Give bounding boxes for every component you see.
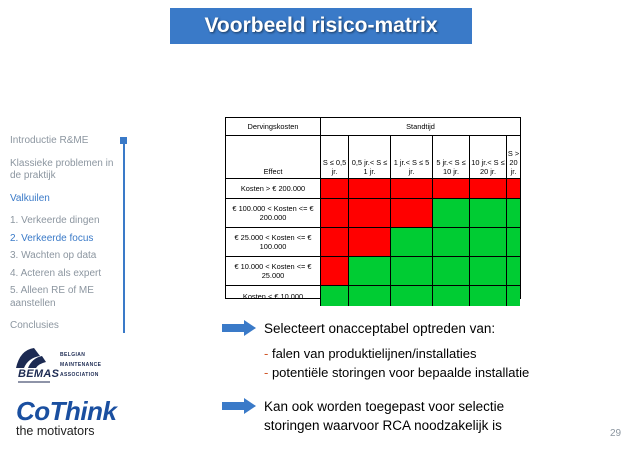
point-selectie-line2: storingen waarvoor RCA noodzakelijk is — [264, 418, 502, 433]
point-selectie-line1: Kan ook worden toegepast voor selectie — [264, 399, 505, 414]
matrix-cell-green — [433, 257, 470, 286]
sidebar-item-verkeerde-dingen[interactable]: 1. Verkeerde dingen — [10, 215, 100, 226]
matrix-cell-red — [321, 228, 349, 257]
matrix-column-header: 0,5 jr.< S ≤ 1 jr. — [349, 136, 391, 179]
matrix-row-label: € 25.000 < Kosten <= € 100.000 — [226, 228, 321, 257]
matrix-cell-red — [349, 199, 391, 228]
matrix-header-standtijd: Standtijd — [321, 118, 520, 136]
matrix-cell-green — [470, 228, 507, 257]
matrix-row-label: Kosten > € 200.000 — [226, 179, 321, 199]
matrix-cell-red — [321, 179, 349, 199]
matrix-cell-green — [470, 199, 507, 228]
sidebar-item-introductie[interactable]: Introductie R&ME — [10, 135, 89, 146]
matrix-cell-green — [433, 228, 470, 257]
matrix-cell-red — [433, 179, 470, 199]
matrix-cell-green — [391, 228, 433, 257]
matrix-row-label: € 100.000 < Kosten <= € 200.000 — [226, 199, 321, 228]
matrix-column-header: S ≤ 0,5 jr. — [321, 136, 349, 179]
matrix-cell-red — [470, 179, 507, 199]
matrix-column-header: 5 jr.< S ≤ 10 jr. — [433, 136, 470, 179]
matrix-cell-green — [470, 286, 507, 306]
sidebar-item-valkuilen[interactable]: Valkuilen — [10, 192, 50, 204]
cothink-wordmark: CoThink — [16, 396, 117, 426]
matrix-cell-green — [470, 257, 507, 286]
matrix-cell-green — [507, 228, 520, 257]
matrix-row-label: Kosten < € 10.000 — [226, 286, 321, 306]
matrix-cell-green — [391, 257, 433, 286]
matrix-cell-green — [433, 286, 470, 306]
matrix-cell-red — [507, 179, 520, 199]
slide-title-bar — [170, 8, 472, 44]
arrow-right-icon — [222, 320, 256, 336]
matrix-cell-green — [349, 286, 391, 306]
bemas-line: BELGIAN — [60, 352, 86, 358]
bullet-item: - potentiële storingen voor bepaalde installatie — [264, 365, 530, 380]
matrix-cell-green — [507, 199, 520, 228]
matrix-cell-red — [391, 199, 433, 228]
sidebar-item-alleen-re-of-me[interactable]: 5. Alleen RE of ME aanstellen — [10, 285, 94, 309]
sidebar-item-klassieke-problemen[interactable]: Klassieke problemen in de praktijk — [10, 157, 114, 181]
matrix-cell-red — [321, 199, 349, 228]
matrix-column-header: 1 jr.< S ≤ 5 jr. — [391, 136, 433, 179]
sidebar-item-conclusies[interactable]: Conclusies — [10, 320, 59, 331]
matrix-cell-red — [349, 179, 391, 199]
matrix-cell-green — [321, 286, 349, 306]
matrix-effect-label: Effect — [226, 136, 321, 179]
matrix-cell-green — [433, 199, 470, 228]
matrix-column-header: S > 20 jr. — [507, 136, 520, 179]
cothink-logo — [14, 396, 117, 444]
bemas-emblem-icon — [10, 346, 60, 388]
matrix-cell-green — [349, 257, 391, 286]
matrix-row-label: € 10.000 < Kosten <= € 25.000 — [226, 257, 321, 286]
arrow-right-icon — [222, 398, 256, 414]
matrix-cell-green — [391, 286, 433, 306]
point-selecteert: Selecteert onacceptabel optreden van: — [264, 321, 496, 336]
slide-title: Voorbeeld risico-matrix — [204, 14, 438, 37]
risk-matrix — [225, 117, 521, 299]
matrix-column-header: 10 jr.< S ≤ 20 jr. — [470, 136, 507, 179]
bemas-wordmark: BEMAS — [18, 368, 60, 380]
matrix-cell-red — [321, 257, 349, 286]
bullet-item: - falen van produktielijnen/installaties — [264, 346, 477, 361]
page-number: 29 — [610, 428, 622, 439]
matrix-header-dervingskosten: Dervingskosten — [226, 118, 321, 136]
bemas-logo — [10, 346, 120, 388]
cothink-tagline: the motivators — [16, 424, 95, 438]
matrix-cell-green — [507, 257, 520, 286]
bemas-line: MAINTENANCE — [60, 362, 102, 368]
bullet-text: potentiële storingen voor bepaalde installatie — [271, 365, 530, 380]
bullet-text: falen van produktielijnen/installaties — [271, 346, 477, 361]
matrix-cell-green — [507, 286, 520, 306]
sidebar-item-acteren-als-expert[interactable]: 4. Acteren als expert — [10, 267, 102, 279]
sidebar-item-wachten-op-data[interactable]: 3. Wachten op data — [10, 250, 97, 261]
sidebar-item-verkeerde-focus[interactable]: 2. Verkeerde focus — [10, 232, 94, 244]
bemas-line: ASSOCIATION — [60, 372, 99, 378]
sidebar-nav — [10, 135, 130, 333]
matrix-cell-red — [349, 228, 391, 257]
matrix-cell-red — [391, 179, 433, 199]
